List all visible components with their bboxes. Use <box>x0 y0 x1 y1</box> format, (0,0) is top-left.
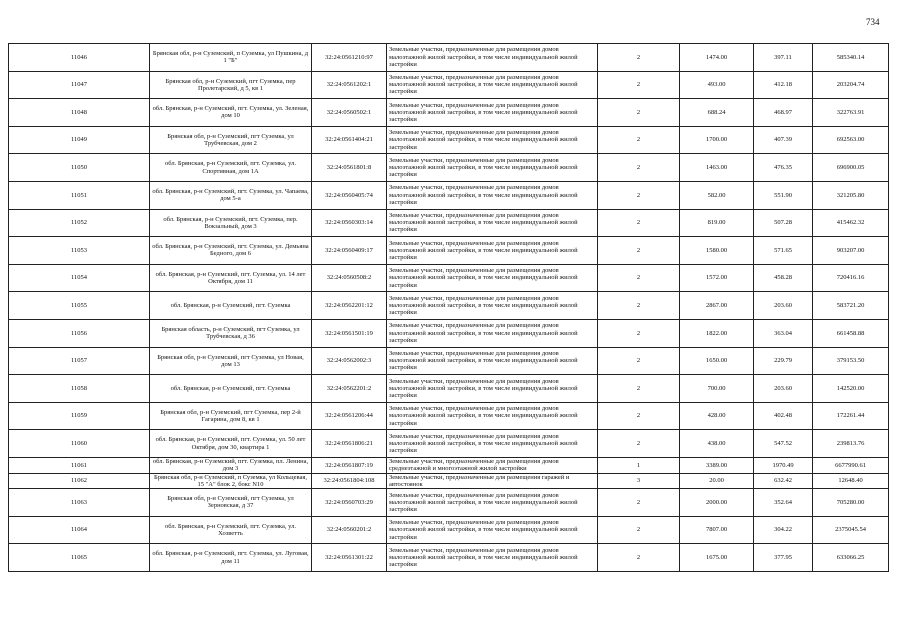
land-group-cell: 2 <box>598 237 680 265</box>
area-cell: 1675.00 <box>680 544 754 572</box>
cadastral-number-cell: 32:24:0561210:97 <box>312 44 387 72</box>
address-cell: обл. Брянская, р-н Суземский, пгт. Суземка <box>150 292 312 320</box>
land-use-cell: Земельные участки, предназначенные для размещения домов малоэтажной жилой застройки, в том числе индивидуальной жилой застройки <box>387 402 598 430</box>
specific-value-cell: 304.22 <box>754 516 813 544</box>
area-cell: 20.00 <box>680 473 754 489</box>
specific-value-cell: 203.60 <box>754 292 813 320</box>
area-cell: 700.00 <box>680 375 754 403</box>
cadastral-number-cell: 32:24:0560508:2 <box>312 264 387 292</box>
row-number: 11046 <box>9 44 150 72</box>
cadastral-value-cell: 6677990.61 <box>813 457 889 473</box>
cadastral-number-cell: 32:24:0561501:19 <box>312 319 387 347</box>
row-number: 11063 <box>9 489 150 517</box>
cadastral-number-cell: 32:24:0560303:14 <box>312 209 387 237</box>
area-cell: 1572.00 <box>680 264 754 292</box>
cadastral-value-cell: 583721.20 <box>813 292 889 320</box>
land-use-cell: Земельные участки, предназначенные для размещения домов малоэтажной жилой застройки, в том числе индивидуальной жилой застройки <box>387 237 598 265</box>
specific-value-cell: 547.52 <box>754 430 813 458</box>
cadastral-number-cell: 32:24:0561801:8 <box>312 154 387 182</box>
area-cell: 1822.00 <box>680 319 754 347</box>
specific-value-cell: 468.97 <box>754 99 813 127</box>
address-cell: обл. Брянская, р-н Суземский, пгт. Суземка, ул. Луговая, дом 11 <box>150 544 312 572</box>
specific-value-cell: 571.65 <box>754 237 813 265</box>
land-group-cell: 2 <box>598 99 680 127</box>
table-row <box>9 264 889 292</box>
cadastral-number-cell: 32:24:0562201:2 <box>312 375 387 403</box>
cadastral-number-cell: 32:24:0562201:12 <box>312 292 387 320</box>
land-group-cell: 2 <box>598 347 680 375</box>
cadastral-value-cell: 633066.25 <box>813 544 889 572</box>
specific-value-cell: 363.04 <box>754 319 813 347</box>
row-number: 11060 <box>9 430 150 458</box>
cadastral-value-cell: 696900.05 <box>813 154 889 182</box>
cadastral-number-cell: 32:24:0560502:1 <box>312 99 387 127</box>
row-number: 11056 <box>9 319 150 347</box>
land-group-cell: 2 <box>598 264 680 292</box>
land-use-cell: Земельные участки, предназначенные для размещения домов малоэтажной жилой застройки, в том числе индивидуальной жилой застройки <box>387 516 598 544</box>
cadastral-value-cell: 379153.50 <box>813 347 889 375</box>
table-row <box>9 71 889 99</box>
table-row <box>9 347 889 375</box>
area-cell: 819.00 <box>680 209 754 237</box>
land-use-cell: Земельные участки, предназначенные для размещения домов малоэтажной жилой застройки, в том числе индивидуальной жилой застройки <box>387 430 598 458</box>
land-use-cell: Земельные участки, предназначенные для размещения домов малоэтажной жилой застройки, в том числе индивидуальной жилой застройки <box>387 375 598 403</box>
cadastral-value-cell: 661458.88 <box>813 319 889 347</box>
table-row <box>9 473 889 489</box>
land-group-cell: 2 <box>598 402 680 430</box>
cadastral-value-cell: 12648.40 <box>813 473 889 489</box>
address-cell: Брянская обл, р-н Суземский, пгт Суземка, пер Пролетарский, д 5, кв 1 <box>150 71 312 99</box>
land-use-cell: Земельные участки, предназначенные для размещения домов малоэтажной жилой застройки, в том числе индивидуальной жилой застройки <box>387 264 598 292</box>
address-cell: обл. Брянская, р-н Суземский, пгт. Суземка, ул. Спортивная, дом 1А <box>150 154 312 182</box>
specific-value-cell: 412.18 <box>754 71 813 99</box>
address-cell: Брянская обл, р-н Суземский, пгт Суземка, ул Новая, дом 13 <box>150 347 312 375</box>
cadastral-number-cell: 32:24:0561206:44 <box>312 402 387 430</box>
land-use-cell: Земельные участки, предназначенные для размещения домов малоэтажной жилой застройки, в том числе индивидуальной жилой застройки <box>387 126 598 154</box>
table-row <box>9 489 889 517</box>
row-number: 11048 <box>9 99 150 127</box>
cadastral-value-cell: 322763.91 <box>813 99 889 127</box>
area-cell: 1650.00 <box>680 347 754 375</box>
land-use-cell: Земельные участки, предназначенные для размещения домов малоэтажной жилой застройки, в том числе индивидуальной жилой застройки <box>387 154 598 182</box>
row-number: 11051 <box>9 181 150 209</box>
land-use-cell: Земельные участки, предназначенные для размещения домов малоэтажной жилой застройки, в том числе индивидуальной жилой застройки <box>387 99 598 127</box>
land-group-cell: 2 <box>598 71 680 99</box>
table-row <box>9 544 889 572</box>
land-group-cell: 2 <box>598 544 680 572</box>
specific-value-cell: 1970.49 <box>754 457 813 473</box>
table-row <box>9 292 889 320</box>
specific-value-cell: 507.28 <box>754 209 813 237</box>
specific-value-cell: 377.95 <box>754 544 813 572</box>
address-cell: обл. Брянская, р-н Суземский, пгт. Суземка, пл. Ленина, дом 3 <box>150 457 312 473</box>
cadastral-value-cell: 903207.00 <box>813 237 889 265</box>
row-number: 11049 <box>9 126 150 154</box>
address-cell: Брянская область, р-н Суземский, пгт Суземка, ул Трубчевская, д 36 <box>150 319 312 347</box>
row-number: 11057 <box>9 347 150 375</box>
cadastral-number-cell: 32:24:0561807:19 <box>312 457 387 473</box>
area-cell: 688.24 <box>680 99 754 127</box>
address-cell: обл. Брянская, р-н Суземский, пгт. Суземка, ул. Хозветть <box>150 516 312 544</box>
area-cell: 3389.00 <box>680 457 754 473</box>
table-row <box>9 237 889 265</box>
area-cell: 428.00 <box>680 402 754 430</box>
area-cell: 493.00 <box>680 71 754 99</box>
table-row <box>9 181 889 209</box>
row-number: 11052 <box>9 209 150 237</box>
land-use-cell: Земельные участки, предназначенные для размещения домов среднеэтажной и многоэтажной жилой застройки <box>387 457 598 473</box>
cadastral-number-cell: 32:24:0561301:22 <box>312 544 387 572</box>
cadastral-value-cell: 203204.74 <box>813 71 889 99</box>
land-group-cell: 3 <box>598 473 680 489</box>
page-number: 734 <box>866 17 880 27</box>
row-number: 11053 <box>9 237 150 265</box>
cadastral-value-cell: 585340.14 <box>813 44 889 72</box>
address-cell: обл. Брянская, р-н Суземский, пгт. Суземка, ул. Чапаева, дом 5-а <box>150 181 312 209</box>
land-group-cell: 2 <box>598 209 680 237</box>
cadastral-number-cell: 32:24:0560201:2 <box>312 516 387 544</box>
specific-value-cell: 352.64 <box>754 489 813 517</box>
address-cell: обл. Брянская, р-н Суземский, пгт. Суземка, ул. 14 лет Октября, дом 11 <box>150 264 312 292</box>
address-cell: обл. Брянская, р-н Суземский, пгт. Суземка <box>150 375 312 403</box>
specific-value-cell: 402.48 <box>754 402 813 430</box>
cadastral-value-cell: 172261.44 <box>813 402 889 430</box>
land-group-cell: 2 <box>598 516 680 544</box>
land-use-cell: Земельные участки, предназначенные для размещения домов малоэтажной жилой застройки, в том числе индивидуальной жилой застройки <box>387 544 598 572</box>
land-group-cell: 2 <box>598 181 680 209</box>
address-cell: обл. Брянская, р-н Суземский, пгт. Суземка, ул. Демьяна Бедного, дом 6 <box>150 237 312 265</box>
row-number: 11059 <box>9 402 150 430</box>
land-registry-table <box>8 43 889 572</box>
area-cell: 438.00 <box>680 430 754 458</box>
row-number: 11047 <box>9 71 150 99</box>
cadastral-number-cell: 32:24:0561202:1 <box>312 71 387 99</box>
area-cell: 1700.00 <box>680 126 754 154</box>
address-cell: обл. Брянская, р-н Суземский, пгт. Суземка, ул. Зеленая, дом 10 <box>150 99 312 127</box>
specific-value-cell: 458.28 <box>754 264 813 292</box>
land-group-cell: 2 <box>598 154 680 182</box>
land-use-cell: Земельные участки, предназначенные для размещения домов малоэтажной жилой застройки, в том числе индивидуальной жилой застройки <box>387 44 598 72</box>
cadastral-value-cell: 142520.00 <box>813 375 889 403</box>
row-number: 11058 <box>9 375 150 403</box>
address-cell: обл. Брянская, р-н Суземский, пгт. Суземка, ул. 50 лет Октября, дом 30, квартира 1 <box>150 430 312 458</box>
cadastral-number-cell: 32:24:0561804:108 <box>312 473 387 489</box>
row-number: 11061 <box>9 457 150 473</box>
area-cell: 2000.00 <box>680 489 754 517</box>
address-cell: обл. Брянская, р-н Суземский, пгт. Суземка, пер. Вокзальный, дом 3 <box>150 209 312 237</box>
area-cell: 1463.00 <box>680 154 754 182</box>
specific-value-cell: 476.35 <box>754 154 813 182</box>
registry-body <box>9 44 889 572</box>
cadastral-value-cell: 705280.00 <box>813 489 889 517</box>
row-number: 11054 <box>9 264 150 292</box>
land-use-cell: Земельные участки, предназначенные для размещения домов малоэтажной жилой застройки, в том числе индивидуальной жилой застройки <box>387 181 598 209</box>
land-group-cell: 2 <box>598 375 680 403</box>
cadastral-value-cell: 239813.76 <box>813 430 889 458</box>
area-cell: 582.00 <box>680 181 754 209</box>
cadastral-value-cell: 415462.32 <box>813 209 889 237</box>
land-use-cell: Земельные участки, предназначенные для размещения домов малоэтажной жилой застройки, в том числе индивидуальной жилой застройки <box>387 319 598 347</box>
row-number: 11062 <box>9 473 150 489</box>
specific-value-cell: 229.79 <box>754 347 813 375</box>
cadastral-number-cell: 32:24:0560703:29 <box>312 489 387 517</box>
land-group-cell: 2 <box>598 489 680 517</box>
table-row <box>9 402 889 430</box>
table-row <box>9 126 889 154</box>
row-number: 11050 <box>9 154 150 182</box>
land-use-cell: Земельные участки, предназначенные для размещения домов малоэтажной жилой застройки, в том числе индивидуальной жилой застройки <box>387 489 598 517</box>
address-cell: Брянская обл, р-н Суземский, пгт Суземка, пер 2-й Гагарина, дом 8, кв 1 <box>150 402 312 430</box>
table-row <box>9 44 889 72</box>
cadastral-value-cell: 321205.80 <box>813 181 889 209</box>
land-group-cell: 1 <box>598 457 680 473</box>
row-number: 11065 <box>9 544 150 572</box>
table-row <box>9 375 889 403</box>
table-row <box>9 319 889 347</box>
specific-value-cell: 551.90 <box>754 181 813 209</box>
area-cell: 1580.00 <box>680 237 754 265</box>
specific-value-cell: 632.42 <box>754 473 813 489</box>
land-use-cell: Земельные участки, предназначенные для размещения домов малоэтажной жилой застройки, в том числе индивидуальной жилой застройки <box>387 209 598 237</box>
address-cell: Брянская обл, р-н Суземский, пгт Суземка, ул Зерновская, д 37 <box>150 489 312 517</box>
cadastral-number-cell: 32:24:0562002:3 <box>312 347 387 375</box>
area-cell: 2867.00 <box>680 292 754 320</box>
specific-value-cell: 407.39 <box>754 126 813 154</box>
land-use-cell: Земельные участки, предназначенные для размещения гаражей и автостоянок <box>387 473 598 489</box>
row-number: 11055 <box>9 292 150 320</box>
address-cell: Брянская обл, р-н Суземский, пгт Суземка, ул Трубчевская, дом 2 <box>150 126 312 154</box>
table-row <box>9 516 889 544</box>
table-row <box>9 457 889 473</box>
table-row <box>9 154 889 182</box>
land-group-cell: 2 <box>598 44 680 72</box>
address-cell: Брянская обл, р-н Суземский, п Суземка, ул Кольцевая, 15 "А" блок 2, бокс N10 <box>150 473 312 489</box>
cadastral-value-cell: 692563.00 <box>813 126 889 154</box>
land-use-cell: Земельные участки, предназначенные для размещения домов малоэтажной жилой застройки, в том числе индивидуальной жилой застройки <box>387 292 598 320</box>
address-cell: Брянская обл, р-н Суземский, п Суземка, ул Пушкина, д 1 "Б" <box>150 44 312 72</box>
cadastral-number-cell: 32:24:0561404:21 <box>312 126 387 154</box>
specific-value-cell: 203.60 <box>754 375 813 403</box>
cadastral-number-cell: 32:24:0561806:21 <box>312 430 387 458</box>
table-row <box>9 430 889 458</box>
cadastral-value-cell: 720416.16 <box>813 264 889 292</box>
table-row <box>9 209 889 237</box>
land-use-cell: Земельные участки, предназначенные для размещения домов малоэтажной жилой застройки, в том числе индивидуальной жилой застройки <box>387 71 598 99</box>
table-row <box>9 99 889 127</box>
land-group-cell: 2 <box>598 430 680 458</box>
land-group-cell: 2 <box>598 126 680 154</box>
area-cell: 7807.00 <box>680 516 754 544</box>
specific-value-cell: 397.11 <box>754 44 813 72</box>
cadastral-number-cell: 32:24:0560409:17 <box>312 237 387 265</box>
cadastral-number-cell: 32:24:0560405:74 <box>312 181 387 209</box>
row-number: 11064 <box>9 516 150 544</box>
land-use-cell: Земельные участки, предназначенные для размещения домов малоэтажной жилой застройки, в том числе индивидуальной жилой застройки <box>387 347 598 375</box>
land-group-cell: 2 <box>598 319 680 347</box>
cadastral-value-cell: 2375045.54 <box>813 516 889 544</box>
area-cell: 1474.00 <box>680 44 754 72</box>
land-group-cell: 2 <box>598 292 680 320</box>
